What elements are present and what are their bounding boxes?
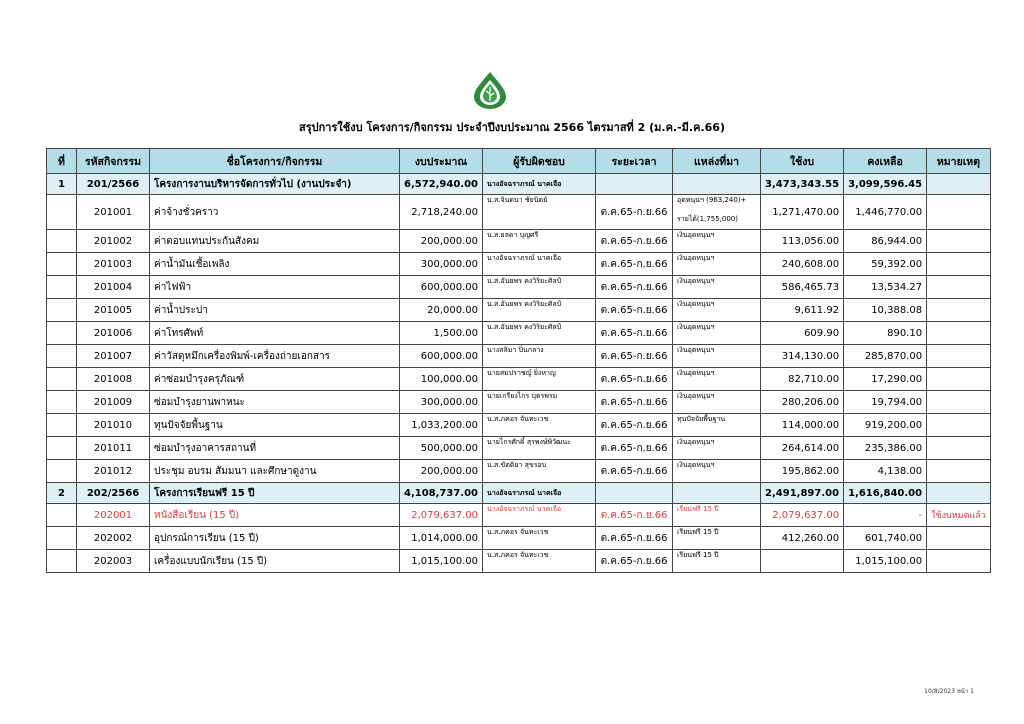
leaf-drop-logo-icon (470, 70, 510, 110)
row-code: 202001 (77, 504, 150, 527)
row-period: ต.ค.65-ก.ย.66 (596, 437, 673, 460)
header-note: หมายเหตุ (927, 149, 991, 174)
row-name: ค่าซ่อมบำรุงครุภัณฑ์ (150, 368, 400, 391)
row-name: ทุนปัจจัยพื้นฐาน (150, 414, 400, 437)
header-budget: งบประมาณ (400, 149, 483, 174)
row-note (927, 437, 991, 460)
row-budget: 300,000.00 (400, 391, 483, 414)
row-code: 201012 (77, 460, 150, 483)
row-code: 201007 (77, 345, 150, 368)
row-note (927, 391, 991, 414)
row-budget: 1,033,200.00 (400, 414, 483, 437)
row-note (927, 195, 991, 230)
table-row (47, 550, 991, 573)
table-row (47, 460, 991, 483)
row-code: 201006 (77, 322, 150, 345)
row-code: 202003 (77, 550, 150, 573)
row-period: ต.ค.65-ก.ย.66 (596, 195, 673, 230)
row-remaining: 59,392.00 (844, 253, 927, 276)
row-owner: น.ส.อันยพร คงวิริยะศิลป์ (483, 299, 596, 322)
group-period (596, 483, 673, 504)
row-used: 2,079,637.00 (761, 504, 844, 527)
row-source: เรียนฟรี 15 ปี (673, 504, 761, 527)
row-used: 113,056.00 (761, 230, 844, 253)
page-footer: 10/8/2023 หน้า 1 (924, 688, 974, 695)
row-budget: 500,000.00 (400, 437, 483, 460)
row-source: เงินอุดหนุนฯ (673, 276, 761, 299)
row-budget: 1,500.00 (400, 322, 483, 345)
table-row (47, 391, 991, 414)
row-owner: น.ส.ภคอร จันทะเวช (483, 414, 596, 437)
row-remaining: 10,388.08 (844, 299, 927, 322)
row-source: เงินอุดหนุนฯ (673, 368, 761, 391)
row-remaining: 919,200.00 (844, 414, 927, 437)
row-code: 202002 (77, 527, 150, 550)
row-period: ต.ค.65-ก.ย.66 (596, 299, 673, 322)
group-no: 2 (47, 483, 77, 504)
row-period: ต.ค.65-ก.ย.66 (596, 391, 673, 414)
row-source-line1: อุดหนุนฯ (963,240)+ (677, 196, 747, 204)
row-owner: น.ส.อันยพร คงวิริยะศิลป์ (483, 322, 596, 345)
row-name: ค่าวัสดุหมึกเครื่องพิมพ์-เครื่องถ่ายเอกสาร (150, 345, 400, 368)
row-budget: 600,000.00 (400, 345, 483, 368)
table-header-row (47, 149, 991, 174)
row-remaining: 1,015,100.00 (844, 550, 927, 573)
row-period: ต.ค.65-ก.ย.66 (596, 230, 673, 253)
group-row (47, 174, 991, 195)
group-note (927, 483, 991, 504)
row-source (673, 195, 761, 230)
row-name: ซ่อมบำรุงอาคารสถานที่ (150, 437, 400, 460)
header-name: ชื่อโครงการ/กิจกรรม (150, 149, 400, 174)
row-source: เงินอุดหนุนฯ (673, 391, 761, 414)
row-name: ค่าจ้างชั่วคราว (150, 195, 400, 230)
row-owner: นางอัจฉราภรณ์ นาคเจือ (483, 253, 596, 276)
group-row (47, 483, 991, 504)
row-budget: 100,000.00 (400, 368, 483, 391)
row-period: ต.ค.65-ก.ย.66 (596, 504, 673, 527)
row-period: ต.ค.65-ก.ย.66 (596, 414, 673, 437)
group-name: โครงการเรียนฟรี 15 ปี (150, 483, 400, 504)
row-remaining: 13,534.27 (844, 276, 927, 299)
row-period: ต.ค.65-ก.ย.66 (596, 460, 673, 483)
row-source: เงินอุดหนุนฯ (673, 322, 761, 345)
group-no: 1 (47, 174, 77, 195)
row-used: 264,614.00 (761, 437, 844, 460)
row-period: ต.ค.65-ก.ย.66 (596, 550, 673, 573)
row-used: 9,611.92 (761, 299, 844, 322)
row-owner: น.ส.ขัตติยา สุขรอบ (483, 460, 596, 483)
header-code: รหัสกิจกรรม (77, 149, 150, 174)
row-owner: น.ส.อันยพร คงวิริยะศิลป์ (483, 276, 596, 299)
row-remaining: 4,138.00 (844, 460, 927, 483)
row-code: 201001 (77, 195, 150, 230)
table-row (47, 414, 991, 437)
row-used: 1,271,470.00 (761, 195, 844, 230)
row-owner: น.ส.ภคอร จันทะเวช (483, 550, 596, 573)
header-owner: ผู้รับผิดชอบ (483, 149, 596, 174)
row-budget: 2,079,637.00 (400, 504, 483, 527)
row-name: ค่าน้ำมันเชื้อเพลิง (150, 253, 400, 276)
row-used: 609.90 (761, 322, 844, 345)
table-row (47, 527, 991, 550)
row-source: เงินอุดหนุนฯ (673, 437, 761, 460)
row-code: 201010 (77, 414, 150, 437)
row-note (927, 253, 991, 276)
row-name: ค่าไฟฟ้า (150, 276, 400, 299)
row-name: ค่าตอบแทนประกันสังคม (150, 230, 400, 253)
row-code: 201011 (77, 437, 150, 460)
table-row (47, 230, 991, 253)
row-used: 314,130.00 (761, 345, 844, 368)
row-budget: 2,718,240.00 (400, 195, 483, 230)
row-name: ประชุม อบรม สัมมนา และศึกษาดูงาน (150, 460, 400, 483)
header-remaining: คงเหลือ (844, 149, 927, 174)
table-row (47, 299, 991, 322)
row-note (927, 276, 991, 299)
row-period: ต.ค.65-ก.ย.66 (596, 322, 673, 345)
row-source: เงินอุดหนุนฯ (673, 253, 761, 276)
row-name: ซ่อมบำรุงยานพาหนะ (150, 391, 400, 414)
row-source: เงินอุดหนุนฯ (673, 345, 761, 368)
header-period: ระยะเวลา (596, 149, 673, 174)
row-source: เงินอุดหนุนฯ (673, 230, 761, 253)
row-note (927, 345, 991, 368)
row-note (927, 299, 991, 322)
table-row (47, 437, 991, 460)
row-used: 82,710.00 (761, 368, 844, 391)
budget-table (46, 148, 991, 573)
row-budget: 1,015,100.00 (400, 550, 483, 573)
group-source (673, 174, 761, 195)
row-used: 586,465.73 (761, 276, 844, 299)
group-remaining: 3,099,596.45 (844, 174, 927, 195)
group-owner: นางอัจฉราภรณ์ นาคเจือ (483, 174, 596, 195)
group-code: 201/2566 (77, 174, 150, 195)
row-name: อุปกรณ์การเรียน (15 ปี) (150, 527, 400, 550)
row-source: เงินอุดหนุนฯ (673, 460, 761, 483)
table-row (47, 195, 991, 230)
group-budget: 4,108,737.00 (400, 483, 483, 504)
table-row (47, 253, 991, 276)
group-source (673, 483, 761, 504)
row-source: เรียนฟรี 15 ปี (673, 550, 761, 573)
row-code: 201003 (77, 253, 150, 276)
row-owner: นายเกรียงไกร บุตรพรม (483, 391, 596, 414)
group-used: 2,491,897.00 (761, 483, 844, 504)
row-remaining: 235,386.00 (844, 437, 927, 460)
row-code: 201008 (77, 368, 150, 391)
row-name: หนังสือเรียน (15 ปี) (150, 504, 400, 527)
group-used: 3,473,343.55 (761, 174, 844, 195)
row-remaining: 285,870.00 (844, 345, 927, 368)
row-used: 114,000.00 (761, 414, 844, 437)
row-note (927, 368, 991, 391)
row-name: เครื่องแบบนักเรียน (15 ปี) (150, 550, 400, 573)
group-period (596, 174, 673, 195)
group-code: 202/2566 (77, 483, 150, 504)
group-note (927, 174, 991, 195)
row-code: 201009 (77, 391, 150, 414)
row-period: ต.ค.65-ก.ย.66 (596, 253, 673, 276)
row-period: ต.ค.65-ก.ย.66 (596, 345, 673, 368)
row-budget: 200,000.00 (400, 230, 483, 253)
row-note (927, 322, 991, 345)
row-period: ต.ค.65-ก.ย.66 (596, 527, 673, 550)
row-owner: นางสลิมา ปิ่นกลาง (483, 345, 596, 368)
table-row (47, 368, 991, 391)
document-title: สรุปการใช้งบ โครงการ/กิจกรรม ประจำปีงบประมาณ 2566 ไตรมาสที่ 2 (ม.ค.-มี.ค.66) (299, 121, 725, 134)
row-source: ทุนปัจจัยพื้นฐาน (673, 414, 761, 437)
row-owner: น.ส.จินตนา ชัยนิตย์ (483, 195, 596, 230)
row-budget: 600,000.00 (400, 276, 483, 299)
row-remaining: 17,290.00 (844, 368, 927, 391)
row-used (761, 550, 844, 573)
row-owner: นายสมปราชญ์ ยิ่งหาญ (483, 368, 596, 391)
row-code: 201004 (77, 276, 150, 299)
row-remaining: 1,446,770.00 (844, 195, 927, 230)
table-row (47, 276, 991, 299)
row-used: 240,608.00 (761, 253, 844, 276)
row-used: 412,260.00 (761, 527, 844, 550)
row-note (927, 230, 991, 253)
row-budget: 1,014,000.00 (400, 527, 483, 550)
group-budget: 6,572,940.00 (400, 174, 483, 195)
row-name: ค่าโทรศัพท์ (150, 322, 400, 345)
row-owner: นางอัจฉราภรณ์ นาคเจือ (483, 504, 596, 527)
group-owner: นางอัจฉราภรณ์ นาคเจือ (483, 483, 596, 504)
table-row (47, 504, 991, 527)
row-period: ต.ค.65-ก.ย.66 (596, 276, 673, 299)
row-remaining: 601,740.00 (844, 527, 927, 550)
row-note (927, 460, 991, 483)
row-source-line2: รายได้(1,755,000) (677, 215, 738, 223)
row-owner: นายไกรศักดิ์ สุรพงษ์พิวัฒนะ (483, 437, 596, 460)
table-row (47, 345, 991, 368)
header-no: ที่ (47, 149, 77, 174)
row-source: เรียนฟรี 15 ปี (673, 527, 761, 550)
row-note (927, 550, 991, 573)
header-source: แหล่งที่มา (673, 149, 761, 174)
row-period: ต.ค.65-ก.ย.66 (596, 368, 673, 391)
row-remaining: - (844, 504, 927, 527)
row-note: ใช้งบหมดแล้ว (927, 504, 991, 527)
row-owner: น.ส.ยลดา บุญศรี (483, 230, 596, 253)
row-owner: น.ส.ภคอร จันทะเวช (483, 527, 596, 550)
row-name: ค่าน้ำประปา (150, 299, 400, 322)
row-budget: 300,000.00 (400, 253, 483, 276)
row-budget: 20,000.00 (400, 299, 483, 322)
row-note (927, 527, 991, 550)
row-note (927, 414, 991, 437)
row-code: 201005 (77, 299, 150, 322)
group-remaining: 1,616,840.00 (844, 483, 927, 504)
row-budget: 200,000.00 (400, 460, 483, 483)
row-remaining: 19,794.00 (844, 391, 927, 414)
row-source: เงินอุดหนุนฯ (673, 299, 761, 322)
group-name: โครงการงานบริหารจัดการทั่วไป (งานประจำ) (150, 174, 400, 195)
table-row (47, 322, 991, 345)
row-remaining: 890.10 (844, 322, 927, 345)
row-remaining: 86,944.00 (844, 230, 927, 253)
row-used: 195,862.00 (761, 460, 844, 483)
header-used: ใช้งบ (761, 149, 844, 174)
row-code: 201002 (77, 230, 150, 253)
row-used: 280,206.00 (761, 391, 844, 414)
